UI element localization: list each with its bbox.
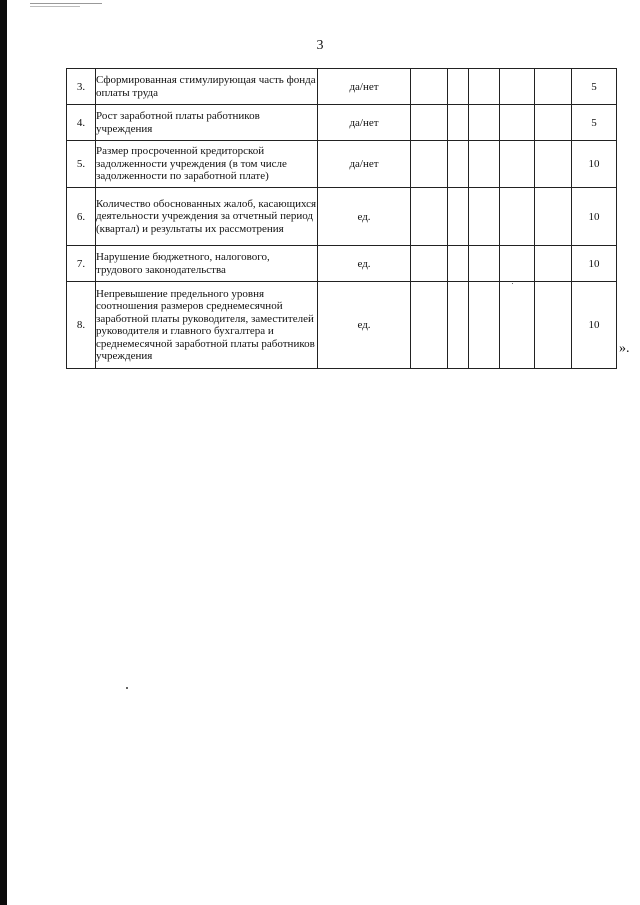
empty-cell [500, 105, 535, 141]
row-number: 3. [67, 69, 96, 105]
row-number: 4. [67, 105, 96, 141]
empty-cell [448, 246, 469, 282]
empty-cell [500, 282, 535, 369]
scan-artifact-line [30, 3, 102, 4]
empty-cell [469, 282, 500, 369]
empty-cell [411, 282, 448, 369]
score-cell: 5 [572, 105, 617, 141]
criterion-name: Сформированная стимулирующая часть фонда оплаты труда [96, 69, 318, 105]
empty-cell [448, 69, 469, 105]
table-row [67, 188, 617, 246]
empty-cell [448, 282, 469, 369]
empty-cell [448, 188, 469, 246]
empty-cell [500, 188, 535, 246]
empty-cell [535, 246, 572, 282]
table-row [67, 105, 617, 141]
page-number: 3 [316, 38, 324, 53]
unit-cell: да/нет [318, 69, 411, 105]
scan-edge-bar [0, 0, 7, 905]
unit-cell: ед. [318, 246, 411, 282]
empty-cell [411, 69, 448, 105]
criterion-name: Количество обоснованных жалоб, касающихся деятельности учреждения за отчетный период (квартал) и результаты их рассмотрения [96, 188, 318, 246]
empty-cell [500, 246, 535, 282]
empty-cell [535, 141, 572, 188]
table-row [67, 141, 617, 188]
empty-cell [448, 141, 469, 188]
row-number: 6. [67, 188, 96, 246]
empty-cell [535, 69, 572, 105]
criterion-name: Непревышение предельного уровня соотношения размеров среднемесячной заработной платы руководителя, заместителей руководителя и главного бухгалтера и среднемесячной заработной платы работников учреждения [96, 282, 318, 369]
empty-cell [411, 188, 448, 246]
empty-cell [535, 282, 572, 369]
empty-cell [411, 105, 448, 141]
score-cell: 10 [572, 246, 617, 282]
criteria-table [66, 68, 617, 369]
empty-cell [469, 141, 500, 188]
scan-artifact-line [30, 6, 80, 7]
empty-cell [411, 246, 448, 282]
score-cell: 10 [572, 282, 617, 369]
empty-cell [535, 105, 572, 141]
unit-cell: ед. [318, 188, 411, 246]
empty-cell [469, 69, 500, 105]
table-row [67, 246, 617, 282]
criterion-name: Нарушение бюджетного, налогового, трудового законодательства [96, 246, 318, 282]
empty-cell [448, 105, 469, 141]
empty-cell [500, 69, 535, 105]
empty-cell [535, 188, 572, 246]
empty-cell [469, 188, 500, 246]
empty-cell [469, 246, 500, 282]
empty-cell [500, 141, 535, 188]
empty-cell [411, 141, 448, 188]
unit-cell: ед. [318, 282, 411, 369]
row-number: 7. [67, 246, 96, 282]
score-cell: 5 [572, 69, 617, 105]
criterion-name: Рост заработной платы работников учреждения [96, 105, 318, 141]
row-number: 8. [67, 282, 96, 369]
table-row [67, 282, 617, 369]
score-cell: 10 [572, 141, 617, 188]
empty-cell [469, 105, 500, 141]
score-cell: 10 [572, 188, 617, 246]
unit-cell: да/нет [318, 105, 411, 141]
table-row [67, 69, 617, 105]
scan-speck [512, 283, 513, 284]
criterion-name: Размер просроченной кредиторской задолженности учреждения (в том числе задолженности по заработной плате) [96, 141, 318, 188]
row-number: 5. [67, 141, 96, 188]
closing-mark: ». [619, 341, 630, 356]
scan-speck [126, 687, 128, 689]
unit-cell: да/нет [318, 141, 411, 188]
